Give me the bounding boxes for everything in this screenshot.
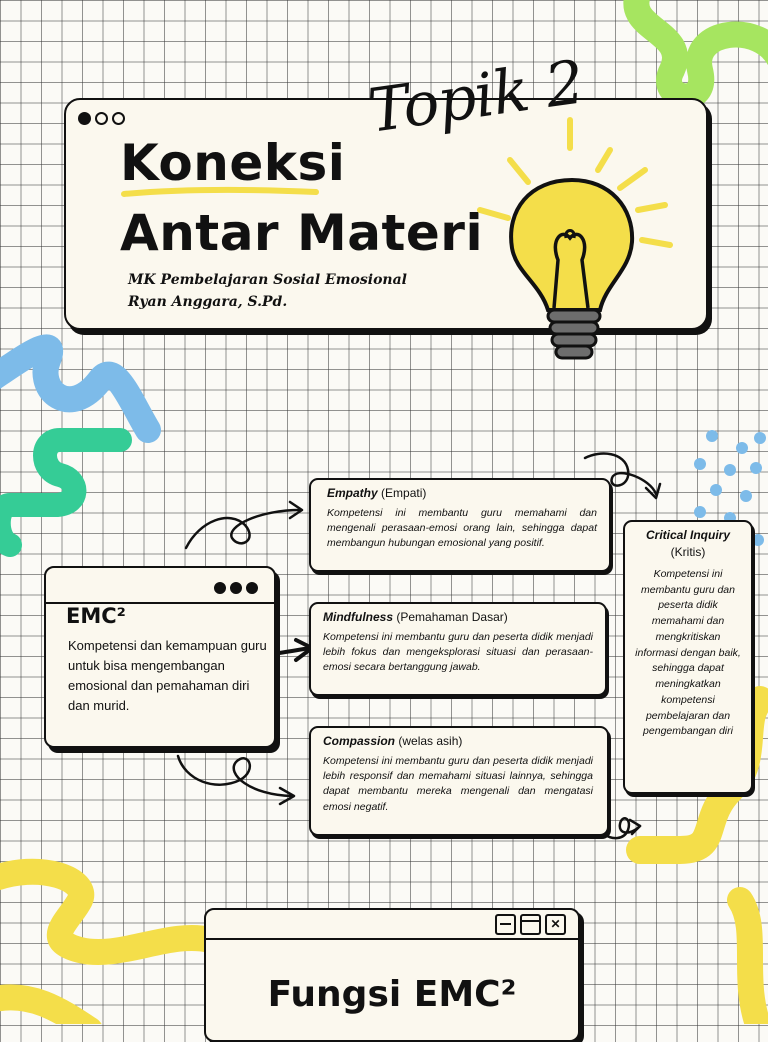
mindfulness-translation: (Pemahaman Dasar) [396,610,508,624]
title-line-1: Koneksi [120,134,346,192]
title-line-2: Antar Materi [120,204,484,262]
empathy-translation: (Empati) [381,486,427,500]
yellow-shape-right-low [740,900,760,1024]
critical-inquiry-description: Kompetensi ini membantu guru dan peserta didik memahami dan mengkritiskan informasi dengan baik, sehingga dapat meningkatkan kompetensi pembelajaran dan pengembangan diri [635,567,741,738]
arrow-to-compassion [178,756,292,796]
minimize-icon[interactable] [495,914,516,935]
mindfulness-description: Kompetensi ini membantu guru dan peserta didik menjadi lebih fokus dan mengeksplorasi situasi dan perasaan-emosi secara bertanggung jawab. [323,631,593,674]
dot-icon [112,112,125,125]
fungsi-title: Fungsi EMC² [267,974,517,1015]
compassion-heading [323,734,593,748]
window-controls [495,914,566,935]
compassion-description: Kompetensi ini membantu guru dan peserta didik menjadi lebih responsif dan memahami situasi lainnya, sehingga dapat membantu mereka mengenali dan mengatasi emosi negatif. [323,755,593,813]
empathy-description: Kompetensi ini membantu guru memahami dan mengenali perasaan-emosi orang lain, sehingga dapat membangun hubungan emosional yang positif. [327,507,597,550]
fungsi-card [204,908,580,1042]
emc-description: Kompetensi dan kemampuan guru untuk bisa mengembangan emosional dan pemahaman diri dan murid. [68,638,267,714]
lime-squiggle [636,0,768,96]
dot-icon [78,112,91,125]
window-dots [78,112,125,125]
empathy-card [309,478,611,572]
underline-highlight [120,186,320,200]
blue-squiggle [0,347,148,430]
green-squiggle [0,440,120,545]
empathy-name: Empathy [327,486,378,500]
mindfulness-name: Mindfulness [323,610,394,624]
emc-title: EMC² [66,604,126,628]
critical-inquiry-name: Critical Inquiry [645,528,731,542]
author-name: Ryan Anggara, S.Pd. [128,294,288,310]
mindfulness-card [309,602,607,696]
mindfulness-heading [323,610,593,624]
window-dots [214,582,258,594]
empathy-heading [327,486,597,500]
close-icon[interactable]: ✕ [545,914,566,935]
dot-icon [95,112,108,125]
compassion-translation: (welas asih) [398,734,463,748]
maximize-icon[interactable] [520,914,541,935]
dot-icon [214,582,226,594]
emc-card [44,566,276,748]
critical-inquiry-translation: (Kritis) [670,545,706,559]
compassion-card [309,726,609,836]
arrow-compassion-out [604,818,640,838]
topic-tag: Topik 2 [364,47,588,147]
course-name: MK Pembelajaran Sosial Emosional [128,272,407,288]
dot-icon [246,582,258,594]
dot-icon [230,582,242,594]
yellow-squiggle-left [0,872,210,952]
lightbulb-icon [470,110,700,390]
yellow-squiggle-left-low [0,997,90,1024]
divider [206,938,578,940]
critical-inquiry-card [623,520,753,794]
compassion-name: Compassion [323,734,396,748]
arrow-to-empathy [186,510,300,548]
